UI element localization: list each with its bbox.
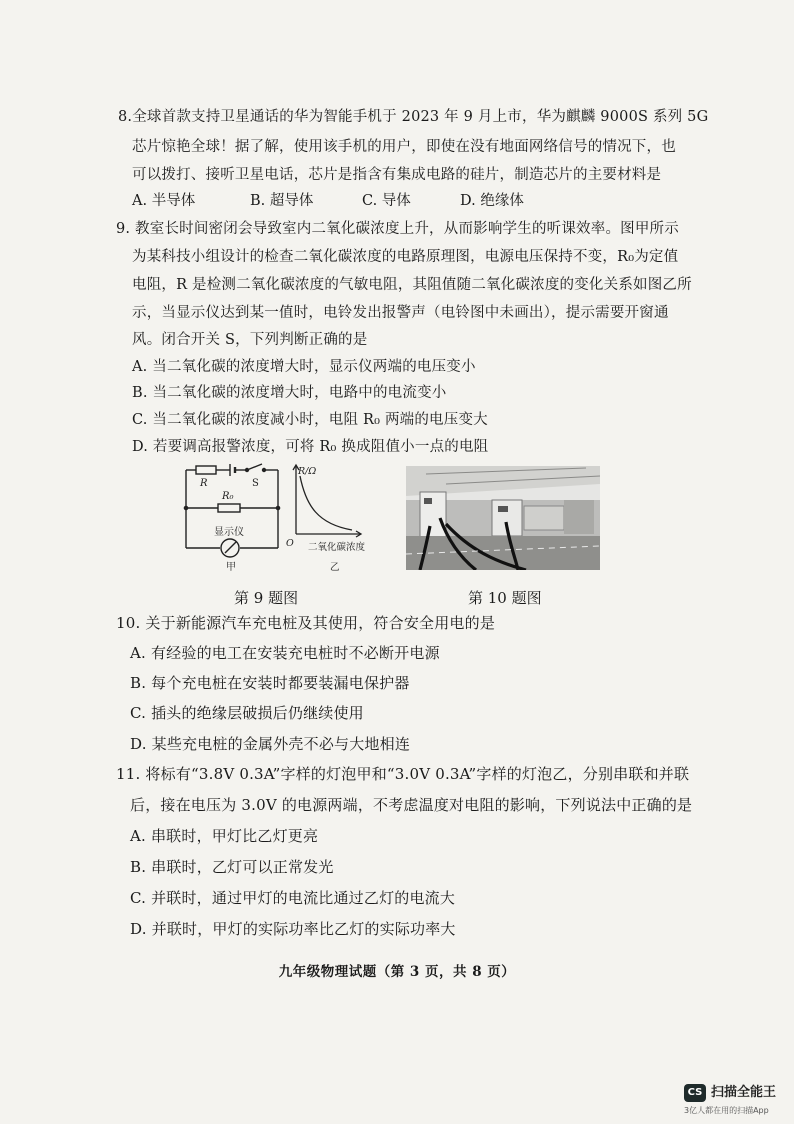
label-jia: 甲 bbox=[226, 562, 236, 573]
charging-pile-left bbox=[420, 492, 446, 538]
resistance-curve bbox=[300, 476, 352, 530]
resistor-r bbox=[196, 466, 216, 474]
q11-option-a: A. 串联时，甲灯比乙灯更亮 bbox=[130, 827, 319, 845]
q9-option-d: D. 若要调高报警浓度，可将 R₀ 换成阻值小一点的电阻 bbox=[132, 439, 489, 455]
q10-option-d: D. 某些充电桩的金属外壳不必与大地相连 bbox=[130, 735, 411, 753]
q8-option-b: B. 超导体 bbox=[250, 193, 314, 209]
label-s: S bbox=[252, 478, 259, 489]
label-r0: R₀ bbox=[222, 491, 234, 502]
q8-option-a: A. 半导体 bbox=[132, 193, 196, 209]
q10-option-b: B. 每个充电桩在安装时都要装漏电保护器 bbox=[130, 674, 410, 692]
scanner-name: 扫描全能王 bbox=[711, 1085, 777, 1100]
label-yi: 乙 bbox=[330, 562, 340, 573]
q9-line-3: 电阻，R 是检测二氧化碳浓度的气敏电阻，其阻值随二氧化碳浓度的变化关系如图乙所 bbox=[132, 277, 692, 293]
graph-origin: O bbox=[286, 538, 294, 549]
q10-title: 10. 关于新能源汽车充电桩及其使用，符合安全用电的是 bbox=[116, 614, 496, 632]
q9-option-c: C. 当二氧化碳的浓度减小时，电阻 R₀ 两端的电压变大 bbox=[132, 412, 488, 428]
resistor-r0 bbox=[218, 504, 240, 512]
label-meter: 显示仪 bbox=[214, 527, 244, 538]
q10-option-a: A. 有经验的电工在安装充电桩时不必断开电源 bbox=[130, 644, 440, 662]
q9-option-a: A. 当二氧化碳的浓度增大时，显示仪两端的电压变小 bbox=[132, 359, 476, 375]
graph-ylabel: R/Ω bbox=[298, 466, 317, 477]
q9-line-5: 风。闭合开关 S，下列判断正确的是 bbox=[132, 332, 368, 348]
q9-option-b: B. 当二氧化碳的浓度增大时，电路中的电流变小 bbox=[132, 385, 447, 401]
q8-line-2: 芯片惊艳全球！据了解，使用该手机的用户，即使在没有地面网络信号的情况下，也 bbox=[132, 139, 676, 155]
caption-figure-10: 第 10 题图 bbox=[468, 589, 542, 607]
caption-figure-9: 第 9 题图 bbox=[234, 589, 299, 607]
q9-line-4: 示，当显示仪达到某一值时，电铃发出报警声（电铃图中未画出），提示需要开窗通 bbox=[132, 305, 669, 321]
q8-option-c: C. 导体 bbox=[362, 193, 411, 209]
switch-s bbox=[247, 464, 262, 470]
circuit-diagram bbox=[184, 464, 279, 557]
q9-line-2: 为某科技小组设计的检查二氧化碳浓度的电路原理图，电源电压保持不变，R₀为定值 bbox=[132, 249, 679, 265]
q11-option-c: C. 并联时，通过甲灯的电流比通过乙灯的电流大 bbox=[130, 889, 456, 907]
figure-10-photo bbox=[406, 466, 600, 570]
q8-line-3: 可以拨打、接听卫星电话，芯片是指含有集成电路的硅片，制造芯片的主要材料是 bbox=[132, 167, 662, 183]
q8-option-d: D. 绝缘体 bbox=[460, 193, 524, 209]
q11-line-2: 后，接在电压为 3.0V 的电源两端，不考虑温度对电阻的影响，下列说法中正确的是 bbox=[130, 796, 693, 814]
scanner-tagline: 3亿人都在用的扫描App bbox=[684, 1106, 769, 1115]
q8-line-1: 8.全球首款支持卫星通话的华为智能手机于 2023 年 9 月上市，华为麒麟 9000S 系列 5G bbox=[118, 109, 709, 125]
graph-xlabel: 二氧化碳浓度 bbox=[308, 542, 366, 553]
figure-9 bbox=[180, 462, 370, 574]
q11-option-d: D. 并联时，甲灯的实际功率比乙灯的实际功率大 bbox=[130, 920, 456, 938]
label-r: R bbox=[200, 478, 208, 489]
scanner-logo-icon: CS bbox=[684, 1084, 706, 1102]
page-footer: 九年级物理试题（第 3 页，共 8 页） bbox=[278, 964, 516, 980]
q11-option-b: B. 串联时，乙灯可以正常发光 bbox=[130, 858, 334, 876]
q9-line-1: 9. 教室长时间密闭会导致室内二氧化碳浓度上升，从而影响学生的听课效率。图甲所示 bbox=[116, 221, 679, 237]
circuit-labels bbox=[199, 478, 259, 573]
q11-line-1: 11. 将标有“3.8V 0.3A”字样的灯泡甲和“3.0V 0.3A”字样的灯泡乙，分别串联和并联 bbox=[116, 765, 690, 783]
q10-option-c: C. 插头的绝缘层破损后仍继续使用 bbox=[130, 704, 364, 722]
